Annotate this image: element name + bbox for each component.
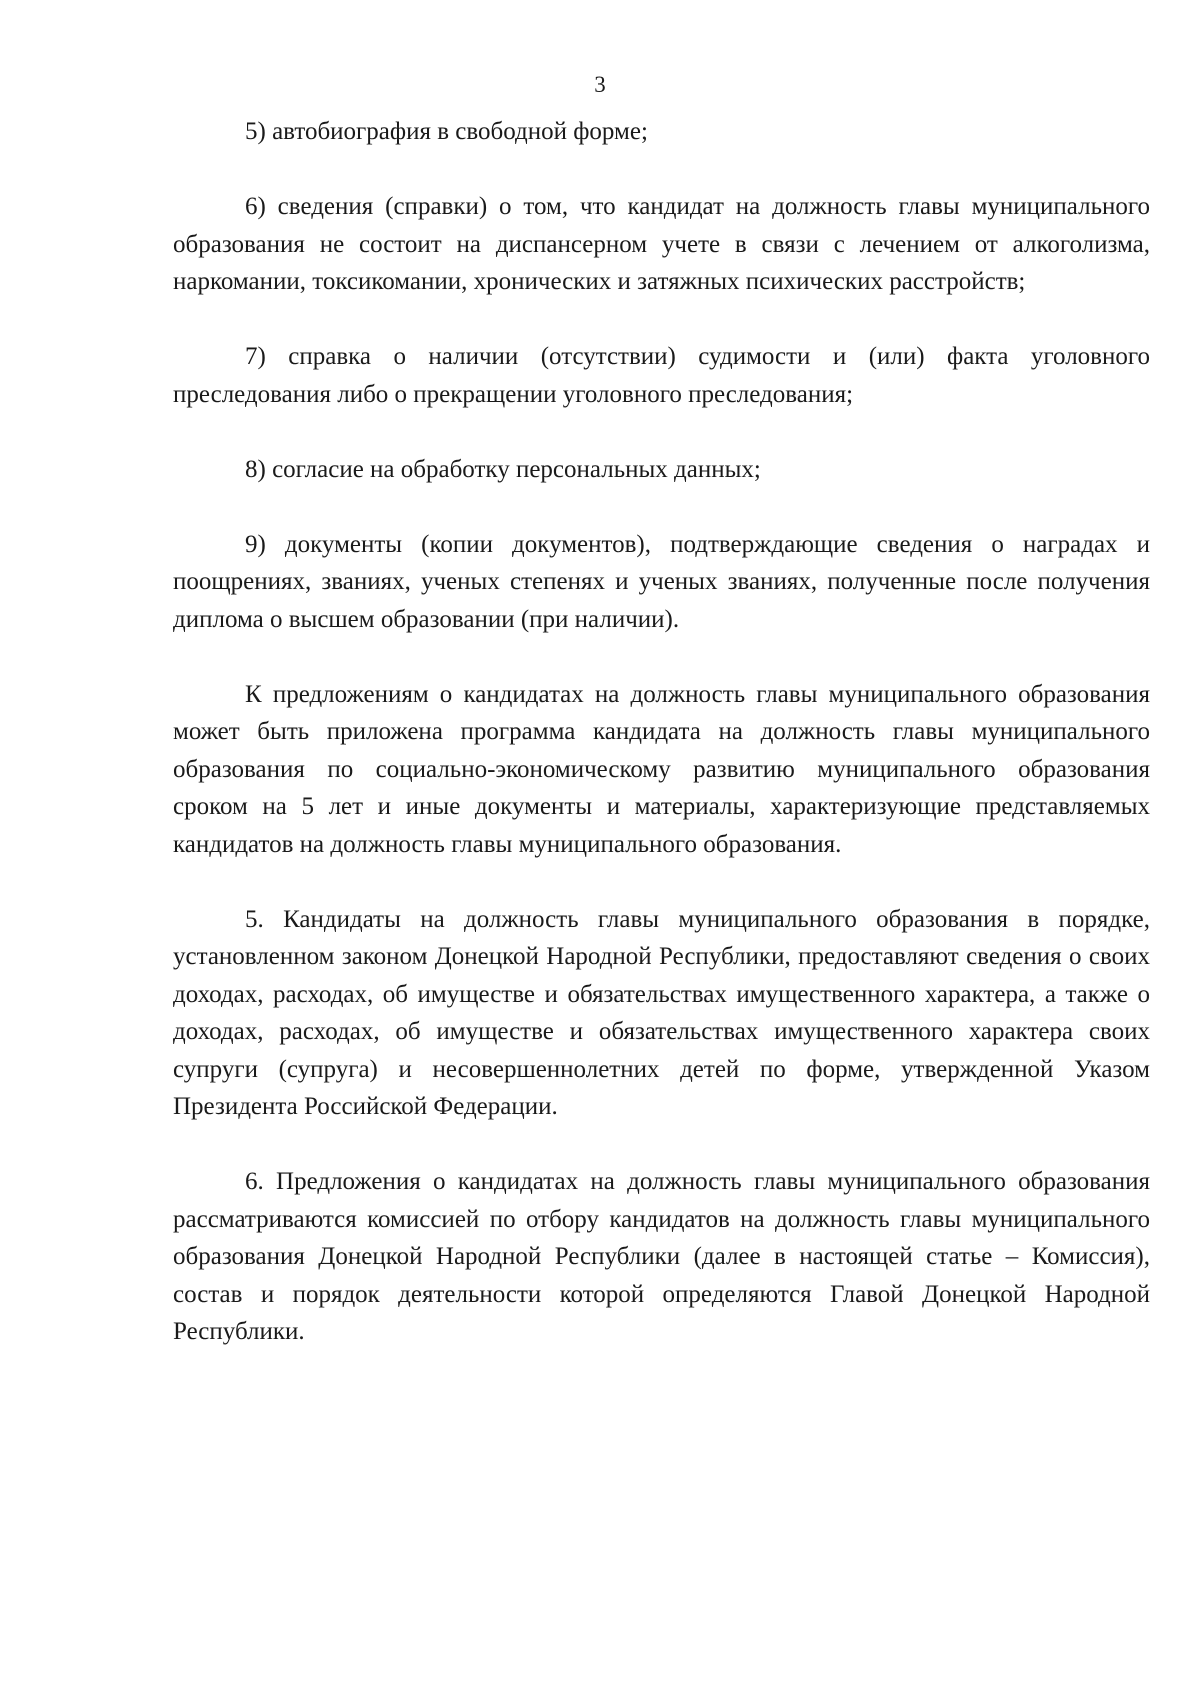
list-item-8-data-consent: 8) согласие на обработку персональных данных;: [245, 455, 761, 483]
page-number: 3: [594, 72, 606, 97]
paragraph-candidate-program: К предложениям о кандидатах на должность главы муниципального образования может быть приложена программа кандидата на должность главы муниципального образования по социально-экономическому развитию муниципального образования сроком на 5 лет и иные документы и материалы, характеризующие представляемых кандидатов на должность главы муниципального образования.: [173, 680, 1150, 858]
list-item-5-autobiography: 5) автобиография в свободной форме;: [245, 118, 648, 145]
document-body: [173, 113, 1150, 1388]
section-5-income-declaration: 5. Кандидаты на должность главы муниципального образования в порядке, установленном законом Донецкой Народной Республики, предоставляют сведения о своих доходах, расходах, об имуществе и обязательствах имущественного характера, а также о доходах, расходах, об имуществе и обязательствах имущественного характера своих супруги (супруга) и несовершеннолетних детей по форме, утвержденной Указом Президента Российской Федерации.: [173, 905, 1150, 1120]
section-6-selection-commission: 6. Предложения о кандидатах на должность главы муниципального образования рассматриваются комиссией по отбору кандидатов на должность главы муниципального образования Донецкой Народной Республики (далее в настоящей статье – Комиссия), состав и порядок деятельности которой определяются Главой Донецкой Народной Республики.: [173, 1168, 1150, 1345]
list-item-7-criminal-record: 7) справка о наличии (отсутствии) судимости и (или) факта уголовного преследования либо о прекращении уголовного преследования;: [173, 343, 1150, 408]
list-item-9-awards-documents: 9) документы (копии документов), подтверждающие сведения о наградах и поощрениях, званиях, ученых степенях и ученых званиях, полученные после получения диплома о высшем образовании (при наличии).: [173, 530, 1150, 633]
list-item-6-medical-certificate: 6) сведения (справки) о том, что кандидат на должность главы муниципального образования не состоит на диспансерном учете в связи с лечением от алкоголизма, наркомании, токсикомании, хронических и затяжных психических расстройств;: [173, 193, 1150, 295]
